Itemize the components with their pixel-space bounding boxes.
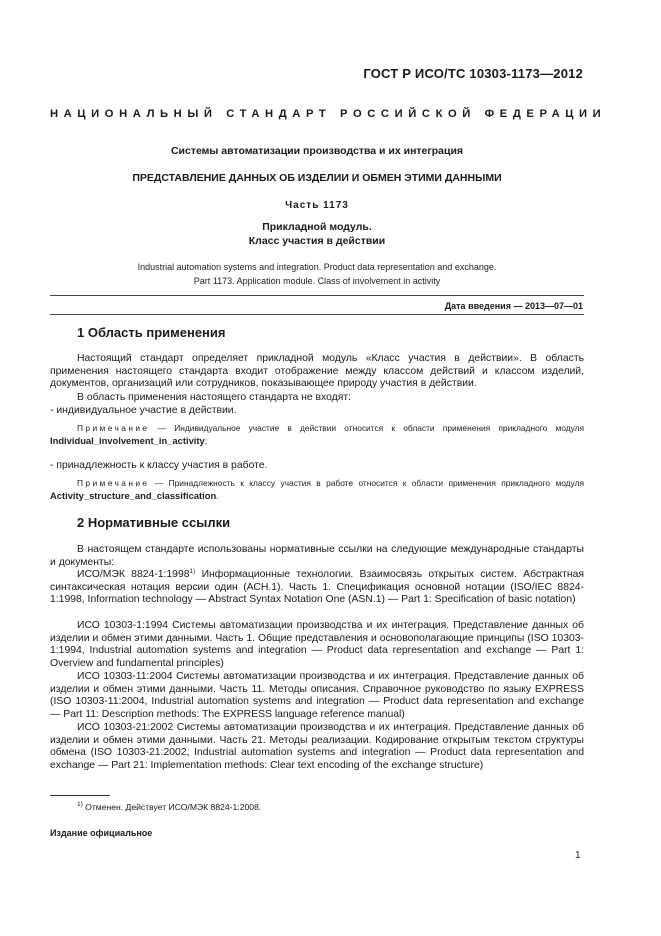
standard-code: ГОСТ Р ИСО/ТС 10303-1173—2012 [363, 66, 583, 81]
section-2-paragraph-1: В настоящем стандарте использованы нормативные ссылки на следующие международные стандарты и документы: [50, 544, 584, 568]
section-1-item-2: - принадлежность к классу участия в работе. [50, 460, 268, 471]
footnote: $^{1)}$ Отменен. Действует ИСО/МЭК 8824-1:2008. [77, 801, 262, 812]
section-1-item-1: - индивидуальное участие в действии. [50, 405, 237, 416]
reference-3: ИСО 10303-11:2004 Системы автоматизации производства и их интеграция. Представление данных об изделии и обмен этими данными. Часть 11. Методы описания. Справочное руководство по языку EXPRESS (ISO 10303-11:2004, Industrial automation systems and integration — Product data representation and exchange — Part 11: Description methods: The EXPRESS language reference manual) [50, 671, 584, 720]
footnote-separator [50, 795, 110, 796]
national-standard-banner: НАЦИОНАЛЬНЫЙ СТАНДАРТ РОССИЙСКОЙ ФЕДЕРАЦИИ [50, 108, 607, 120]
title-line-1: Системы автоматизации производства и их интеграция [170, 145, 464, 157]
page-number: 1 [575, 850, 581, 861]
english-title [50, 260, 584, 288]
part-number: Часть 1173 [285, 200, 349, 211]
section-1-paragraph-1: Настоящий стандарт определяет прикладной модуль «Класс участия в действии». В область применения настоящего стандарта входит отображение между классом действий и классом изделий, документов, организаций или сотрудников, показывающее природу участия в действии. [50, 353, 584, 390]
section-1-paragraph-2: В область применения настоящего стандарта не входят: [77, 392, 352, 403]
edition-label: Издание официальное [50, 828, 153, 838]
module-title-line-2: Класс участия в действии [248, 235, 386, 247]
date-of-introduction: Дата введения — 2013—07—01 [444, 301, 583, 311]
reference-1: ИСО/МЭК 8824-1:1998$^{1)}$ Информационные технологии. Взаимосвязь открытых систем. Абстрактная синтаксическая нотация версии один (АСН.1). Часть 1. Спецификация основной нотации (ISO/IEC 8824-1:1998, Information technology — Abstract Syntax Notation One (ASN.1) — Part 1: Specification of basic notation) [50, 568, 584, 606]
top-rule [50, 295, 584, 296]
bottom-rule [50, 314, 584, 315]
module-title-line-1: Прикладной модуль. [262, 221, 372, 233]
module-title [50, 220, 584, 248]
reference-4: ИСО 10303-21:2002 Системы автоматизации производства и их интеграция. Представление данных об изделии и обмен этими данными. Часть 21. Методы реализации. Кодирование открытым текстом структуры обмена (ISO 10303-21:2002, Industrial automation systems and integration — Product data representation and exchange — Part 21: Implementation methods: Clear text encoding of the exchange structure) [50, 722, 584, 771]
title-line-2: ПРЕДСТАВЛЕНИЕ ДАННЫХ ОБ ИЗДЕЛИИ И ОБМЕН ЭТИМИ ДАННЫМИ [132, 172, 502, 184]
section-1-heading: 1 Область применения [77, 325, 226, 340]
section-2-heading: 2 Нормативные ссылки [77, 515, 231, 530]
note-2: Примечание — Принадлежность к классу участия в работе относится к области применения прикладного модуля Activity_structure_and_classification. [50, 478, 584, 501]
english-title-line-1: Industrial automation systems and integration. Product data representation and exchange. [137, 262, 497, 272]
note-1: Примечание — Индивидуальное участие в действии относится к области применения прикладного модуля Individual_involvement_in_activity; [50, 423, 584, 446]
reference-2: ИСО 10303-1:1994 Системы автоматизации производства и их интеграция. Представление данных об изделии и обмен этими данными. Часть 1. Общие представления и основополагающие принципы (ISO 10303-1:1994, Industrial automation systems and integration — Product data representation and exchange — Part 1: Overview and fundamental principles) [50, 620, 584, 669]
english-title-line-2: Part 1173. Application module. Class of involvement in activity [193, 276, 441, 286]
